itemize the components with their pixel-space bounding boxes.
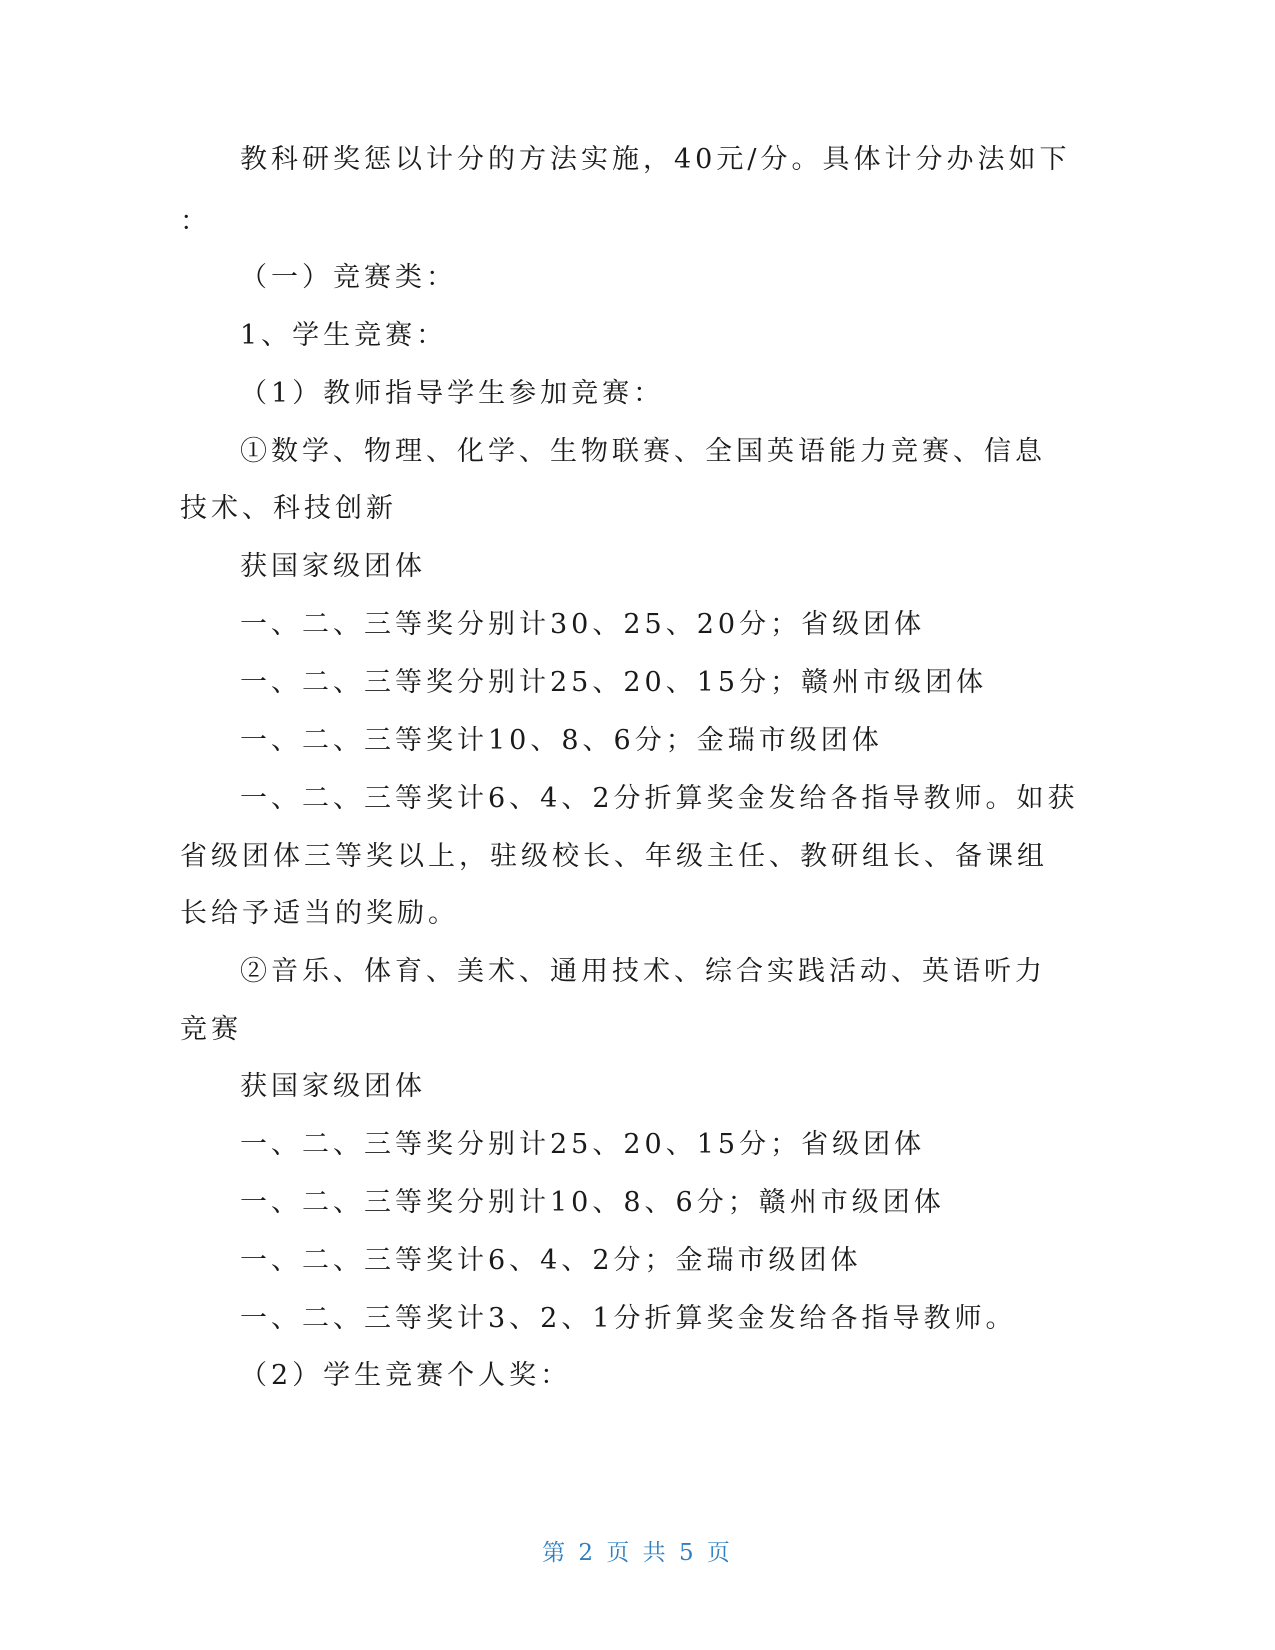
paragraph-line: 一、二、三等奖分别计10、8、6分；赣州市级团体 (240, 1187, 945, 1218)
page-number-footer: 第 2 页 共 5 页 (542, 1540, 733, 1566)
paragraph-line: ②音乐、体育、美术、通用技术、综合实践活动、英语听力 (240, 956, 1046, 987)
subsection-heading: 1、学生竞赛： (240, 320, 448, 351)
paragraph-line: 技术、科技创新 (180, 493, 397, 524)
paragraph-line: 一、二、三等奖分别计30、25、20分；省级团体 (240, 609, 926, 640)
paragraph-line: ： (180, 206, 211, 237)
subsection-heading: （2）学生竞赛个人奖： (240, 1360, 572, 1391)
paragraph-line: 一、二、三等奖分别计25、20、15分；赣州市级团体 (240, 667, 988, 698)
paragraph-line: 一、二、三等奖计6、4、2分折算奖金发给各指导教师。如获 (240, 783, 1079, 814)
subsection-heading: （1）教师指导学生参加竞赛： (240, 378, 665, 409)
paragraph-line: 一、二、三等奖计6、4、2分；金瑞市级团体 (240, 1245, 862, 1276)
paragraph-line: ①数学、物理、化学、生物联赛、全国英语能力竞赛、信息 (240, 436, 1046, 467)
paragraph-line: 一、二、三等奖分别计25、20、15分；省级团体 (240, 1129, 926, 1160)
paragraph-line: 省级团体三等奖以上，驻级校长、年级主任、教研组长、备课组 (180, 841, 1048, 872)
section-heading: （一）竞赛类： (240, 262, 457, 293)
paragraph-line: 竞赛 (180, 1014, 242, 1045)
paragraph-line: 获国家级团体 (240, 551, 426, 582)
paragraph-line: 一、二、三等奖计10、8、6分；金瑞市级团体 (240, 725, 883, 756)
paragraph-line: 一、二、三等奖计3、2、1分折算奖金发给各指导教师。 (240, 1303, 1017, 1334)
paragraph-line: 教科研奖惩以计分的方法实施，40元/分。具体计分办法如下 (240, 144, 1071, 175)
paragraph-line: 获国家级团体 (240, 1071, 426, 1102)
paragraph-line: 长给予适当的奖励。 (180, 898, 459, 929)
